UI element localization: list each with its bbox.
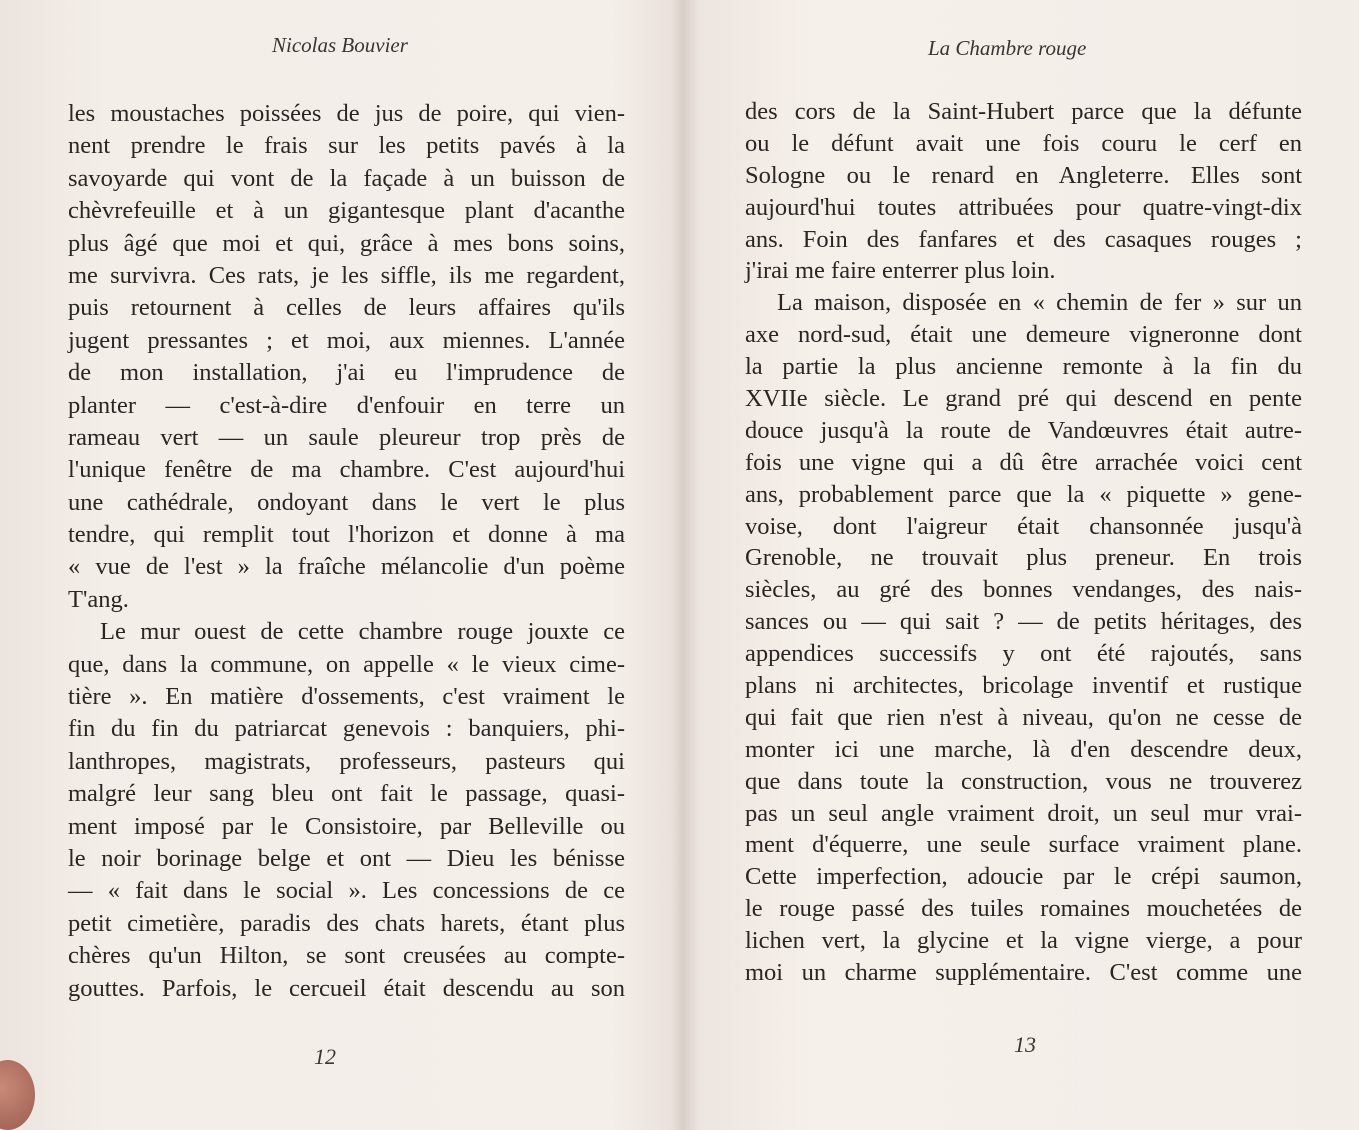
text-line: savoyarde qui vont de la façade à un buisson de	[68, 164, 625, 192]
text-line: siècles, au gré des bonnes vendanges, des nais-	[745, 576, 1302, 604]
text-line: plans ni architectes, bricolage inventif et rustique	[745, 672, 1302, 700]
paragraph	[745, 287, 1302, 989]
text-line: Cette imperfection, adoucie par le crépi saumon,	[745, 863, 1302, 891]
text-line: me survivra. Ces rats, je les siffle, ils me regardent,	[68, 261, 625, 289]
text-line: malgré leur sang bleu ont fait le passage, quasi-	[68, 780, 625, 808]
text-line: T'ang.	[68, 585, 129, 613]
text-line: Le mur ouest de cette chambre rouge jouxte ce	[100, 618, 625, 646]
text-line: le noir borinage belge et ont — Dieu les bénisse	[68, 844, 625, 872]
text-line: j'irai me faire enterrer plus loin.	[745, 257, 1056, 285]
text-line: la partie la plus ancienne remonte à la fin du	[745, 353, 1302, 381]
text-line: plus âgé que moi et qui, grâce à mes bons soins,	[68, 229, 625, 257]
text-line: tendre, qui remplit tout l'horizon et donne à ma	[68, 521, 625, 549]
text-line: pas un seul angle vraiment droit, un seul mur vrai-	[745, 799, 1302, 827]
text-line: moi un charme supplémentaire. C'est comme une	[745, 959, 1302, 987]
text-line: puis retournent à celles de leurs affaires qu'ils	[68, 294, 625, 322]
text-line: « vue de l'est » la fraîche mélancolie d'un poème	[68, 553, 625, 581]
text-line: La maison, disposée en « chemin de fer » sur un	[777, 289, 1302, 317]
text-line: ment imposé par le Consistoire, par Belleville ou	[68, 812, 625, 840]
paragraph	[745, 96, 1302, 287]
text-line: appendices successifs y ont été rajoutés, sans	[745, 640, 1302, 668]
text-line: chèvrefeuille et à un gigantesque plant d'acanthe	[68, 197, 625, 225]
text-line: que, dans la commune, on appelle « le vieux cime-	[68, 650, 625, 678]
text-line: nent prendre le frais sur les petits pavés à la	[68, 132, 625, 160]
page-number: 13	[1014, 1032, 1036, 1057]
text-line: aujourd'hui toutes attribuées pour quatre-vingt-dix	[745, 193, 1302, 221]
text-line: une cathédrale, ondoyant dans le vert le plus	[68, 488, 625, 516]
text-line: lichen vert, la glycine et la vigne vierge, a pour	[745, 927, 1302, 955]
page-body	[745, 96, 1302, 989]
text-line: XVIIe siècle. Le grand pré qui descend en pente	[745, 385, 1302, 413]
text-line: planter — c'est-à-dire d'enfouir en terre un	[68, 391, 625, 419]
text-line: que dans toute la construction, vous ne trouverez	[745, 767, 1302, 795]
right-page	[680, 0, 1359, 1112]
text-line: jugent pressantes ; et moi, aux miennes. L'année	[68, 326, 625, 354]
text-line: ment d'équerre, une seule surface vraiment plane.	[745, 831, 1302, 859]
text-line: lanthropes, magistrats, professeurs, pasteurs qui	[68, 747, 625, 775]
text-line: fois une vigne qui a dû être arrachée voici cent	[745, 448, 1302, 476]
running-head-author: Nicolas Bouvier	[272, 33, 408, 57]
page-number: 12	[314, 1044, 336, 1069]
page-body	[68, 98, 625, 1005]
text-line: les moustaches poissées de jus de poire, qui vien-	[68, 100, 625, 127]
text-line: Grenoble, ne trouvait plus preneur. En trois	[745, 544, 1302, 572]
text-line: voise, dont l'aigreur était chansonnée jusqu'à	[745, 512, 1302, 540]
text-line: sances ou — qui sait ? — de petits héritages, des	[745, 608, 1302, 636]
left-page	[0, 0, 680, 1112]
text-line: monter ici une marche, là d'en descendre deux,	[745, 735, 1302, 763]
text-line: ans, probablement parce que la « piquette » gene-	[745, 480, 1302, 508]
text-line: fin du fin du patriarcat genevois : banquiers, phi-	[68, 715, 625, 743]
text-line: ou le défunt avait une fois couru le cerf en	[745, 129, 1302, 157]
text-line: petit cimetière, paradis des chats harets, étant plus	[68, 909, 625, 937]
text-line: tière ». En matière d'ossements, c'est vraiment le	[68, 683, 625, 711]
text-line: chères qu'un Hilton, se sont creusées au compte-	[68, 942, 625, 970]
running-head-title: La Chambre rouge	[928, 36, 1087, 60]
text-line: l'unique fenêtre de ma chambre. C'est aujourd'hui	[68, 456, 625, 484]
text-line: des cors de la Saint-Hubert parce que la défunte	[745, 98, 1302, 125]
text-line: de mon installation, j'ai eu l'imprudence de	[68, 359, 625, 387]
paragraph	[68, 616, 625, 1005]
text-line: douce jusqu'à la route de Vandœuvres était autre-	[745, 416, 1302, 444]
text-line: qui fait que rien n'est à niveau, qu'on ne cesse de	[745, 703, 1302, 731]
text-line: — « fait dans le social ». Les concessions de ce	[68, 877, 625, 905]
text-line: gouttes. Parfois, le cercueil était descendu au son	[68, 974, 625, 1002]
text-line: ans. Foin des fanfares et des casaques rouges ;	[745, 225, 1302, 253]
text-line: rameau vert — un saule pleureur trop près de	[68, 423, 625, 451]
text-line: axe nord-sud, était une demeure vigneronne dont	[745, 321, 1302, 349]
text-line: Sologne ou le renard en Angleterre. Elles sont	[745, 161, 1302, 189]
text-line: le rouge passé des tuiles romaines mouchetées de	[745, 895, 1302, 923]
paragraph	[68, 98, 625, 616]
